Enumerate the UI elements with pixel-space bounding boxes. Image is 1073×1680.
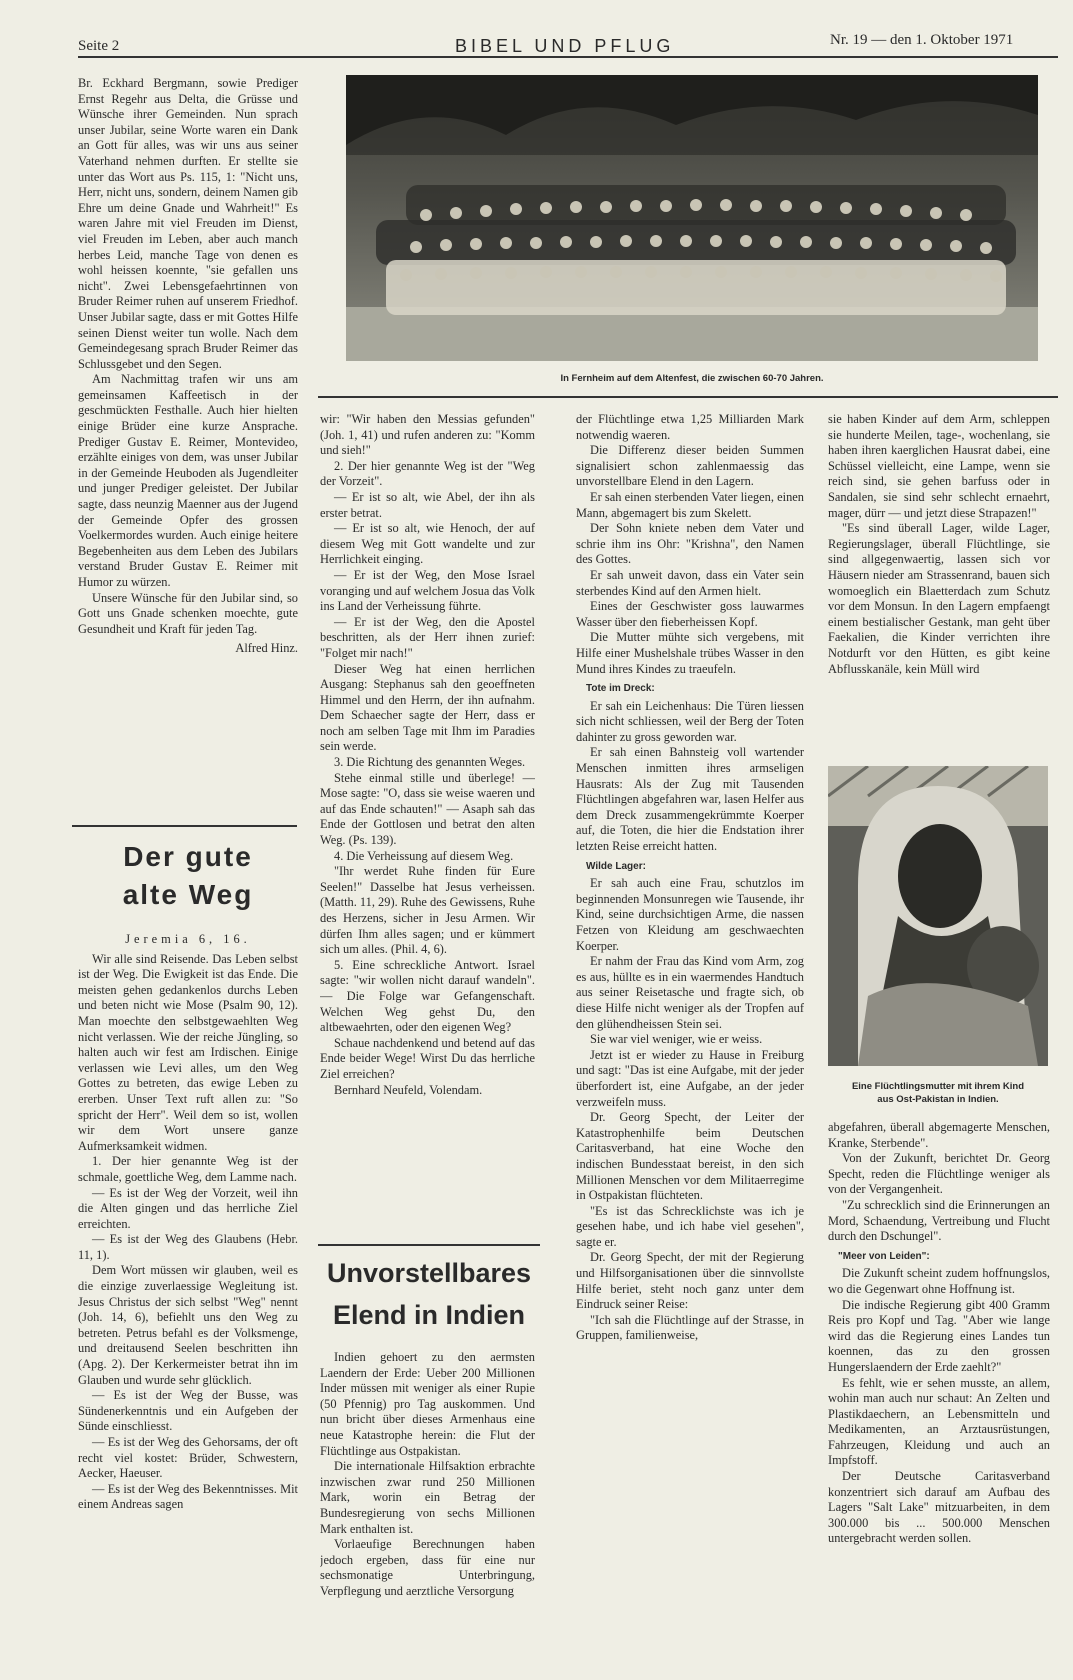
paragraph: Er sah einen sterbenden Vater liegen, einen Mann, abgemagert bis zum Skelett. — [576, 489, 804, 520]
paragraph: Am Nachmittag trafen wir uns am gemeinsamen Kaffeetisch in der geschmückten Festhalle. Auch hier hielten einige Brüder eine kurze Ansprache. Prediger Gustav E. Reimer, Montevideo, erzählte einiges von dem, was unser Jubilar in der Gemeinde Heuboden als Jugendleiter und junger Prediger geleistet. Der Jubilar sagte, dass neunzig Maenner aus der Jugend der Gemeinde Opfer des grossen Voelkermordes wurden. Auch einige heitere Begebenheiten aus dem Leben des Jubilars verstand Bruder Gustav E. Reimer mit Humor zu würzen. — [78, 372, 298, 589]
group-photo-illustration — [346, 75, 1038, 361]
paragraph: Dieser Weg hat einen herrlichen Ausgang: Stephanus sah den geoeffneten Himmel und den Herrn, der ihn aufnahm. Dem Schaecher sagte der Herr, dass er noch am selben Tage mit Ihm im Paradies sein werde. — [320, 661, 535, 754]
paragraph: — Er ist so alt, wie Abel, der ihn als erster betrat. — [320, 489, 535, 520]
subheading: Wilde Lager: — [586, 860, 646, 872]
refugee-photo-illustration — [828, 766, 1048, 1066]
paragraph: Eines der Geschwister goss lauwarmes Wasser über den fieberheissen Kopf. — [576, 599, 804, 629]
paragraph: — Er ist der Weg, den die Apostel beschritten, als der Herr ihnen zurief: "Folget mir nach!" — [320, 614, 535, 660]
paragraph: Jetzt ist er wieder zu Hause in Freiburg und sagt: "Das ist eine Aufgabe, mit der jeder überfordert ist, eine Aufgabe, an der jeder verzweifeln muss. — [576, 1047, 804, 1109]
column-3 — [576, 412, 804, 1662]
paragraph: Vorlaeufige Berechnungen haben jedoch ergeben, dass für eine nur sechsmonatige Unterbringung, Verpflegung und aerztliche Versorgung — [320, 1537, 535, 1598]
paragraph: Dr. Georg Specht, der Leiter der Katastrophenhilfe beim Deutschen Caritasverband, hat eine Woche den indischen Bundesstaat bereist, in den sich Millionen Menschen vor dem Militaerregime in Ostpakistan flüchteten. — [576, 1110, 804, 1203]
divider — [318, 1244, 540, 1246]
paragraph: Wir alle sind Reisende. Das Leben selbst ist der Weg. Die Ewigkeit ist das Ende. Die meisten gehen gedankenlos durchs Leben und beten nicht wie Mose (Psalm 90, 12). Man moechte den selbstgewaehlten Weg nicht verlassen. Wie der reiche Jüngling, so halten auch wir fest am Irdischen. Einige verlassen wie Levi alles, um den Weg Gottes zu betreten, das ewige Leben zu ererben. Unser Text ruft allen zu: "So spricht der Herr". Weil dem so ist, wollen wir dem Wort unsere ganze Aufmerksamkeit widmen. — [78, 951, 298, 1153]
group-photo-caption: In Fernheim auf dem Altenfest, die zwischen 60-70 Jahren. — [560, 373, 824, 384]
paragraph: 5. Eine schreckliche Antwort. Israel sagte: "wir wollen nicht darauf wandeln". — Die Folge war Gefangenschaft. Welchen Weg gehst Du, den altbewaehrten, oder den eigenen Weg? — [320, 957, 535, 1035]
caption-line: Eine Flüchtlingsmutter mit ihrem Kind — [851, 1081, 1025, 1092]
signature: Alfred Hinz. — [235, 641, 298, 656]
column-4-bottom — [828, 1120, 1050, 1660]
divider — [72, 825, 297, 827]
paragraph: — Es ist der Weg des Gehorsams, der oft recht viel kostet: Brüder, Schwestern, Aecker, Haeuser. — [78, 1435, 298, 1481]
subheading: Tote im Dreck: — [586, 683, 655, 695]
refugee-photo — [828, 766, 1048, 1066]
scripture-reference: Jeremia 6, 16. — [125, 932, 251, 946]
paragraph: der Flüchtlinge etwa 1,25 Milliarden Mark notwendig waeren. — [576, 412, 804, 442]
paragraph: 2. Der hier genannte Weg ist der "Weg der Vorzeit". — [320, 458, 535, 489]
paragraph: Br. Eckhard Bergmann, sowie Prediger Ernst Regehr aus Delta, die Grüsse und Wünsche ihrer Gemeinden. Nun sprach unser Jubilar, seine Worte waren ein Dank an Gott für alles, was wir uns aus seiner Vaterhand nehmen durften. Er stellte sie unter das Wort aus Ps. 115, 1: "Nicht uns, Herr, nicht uns, sondern, deinem Namen gib Ehre um deine Gnade und Wahrheit!" Es waren Jahre mit viel Freuden im Dienst, viel Freuden im Leben, aber auch manch herbes Leid, manche Tage von denen es wohl heissen koennte, "sie gefallen uns nicht". Zwei Lebensgefaehrtinnen von Bruder Reimer ruhen auf unserem Friedhof. Unser Jubilar sagte, dass er mit Gottes Hilfe seinen Dienst weiter tun wolle. Nach dem Gemeindegesang sprach Bruder Reimer das Schlussgebet und den Segen. — [78, 76, 298, 371]
paragraph: Der Sohn kniete neben dem Vater und schrie ihm ins Ohr: "Krishna", den Namen des Gottes. — [576, 521, 804, 567]
signature: Bernhard Neufeld, Volendam. — [334, 1082, 483, 1097]
paragraph: "Zu schrecklich sind die Erinnerungen an Mord, Schaendung, Vertreibung und Flucht durch den Dschungel". — [828, 1197, 1050, 1244]
paragraph: wir: "Wir haben den Messias gefunden" (Joh. 1, 41) und rufen anderen zu: "Komm und sieh!" — [320, 412, 535, 458]
page-number: Seite 2 — [78, 38, 120, 54]
paragraph: Er sah einen Bahnsteig voll wartender Menschen inmitten ihres armseligen Hausrats: Als der Zug mit Tausenden Flüchtlingen abgefahren war, lasen Helfer aus dem Dreck zusammengekrümmte Koerper auf, die Toten, die hier die Endstation ihrer letzten Reise erreicht hatten. — [576, 745, 804, 854]
paragraph: Schaue nachdenkend und betend auf das Ende beider Wege! Wirst Du das herrliche Ziel erreichen? — [320, 1035, 535, 1081]
headline-line: Unvorstellbares — [326, 1258, 532, 1288]
paragraph: Die internationale Hilfsaktion erbrachte inzwischen zwar rund 250 Millionen Mark, worin ein Betrag der Bundesregierung von sechs Millionen Mark enthalten ist. — [320, 1459, 535, 1536]
headline-line: Der gute — [123, 841, 253, 872]
paragraph: Indien gehoert zu den aermsten Laendern der Erde: Ueber 200 Millionen Inder müssen mit weniger als einer Rupie (50 Pfennig) pro Tag auskommen. Und nun bricht über dieses Armenhaus eine neue Katastrophe herein: die Flut der Flüchtlinge aus Ostpakistan. — [320, 1350, 535, 1458]
group-photo — [346, 75, 1038, 361]
paragraph: Stehe einmal stille und überlege! — Mose sagte: "O, dass sie weise waeren und auf das Ende schauten!" — Asaph sah das Ende der Gottlosen und betrat den alten Weg. (Ps. 139). — [320, 770, 535, 848]
paragraph: Die Mutter mühte sich vergebens, mit Hilfe einer Mushelshale trübes Wasser in den Mund ihres Kindes zu traeufeln. — [576, 630, 804, 676]
column-2 — [320, 412, 535, 1244]
divider — [318, 396, 1058, 398]
paragraph: Der Deutsche Caritasverband konzentriert sich darauf am Aufbau des Lagers "Salt Lake" mitzuarbeiten, in dem 300.000 bis ... 500.000 Menschen untergebracht werden sollen. — [828, 1469, 1050, 1546]
refugee-photo-caption — [812, 1080, 1064, 1106]
paragraph: Von der Zukunft, berichtet Dr. Georg Specht, reden die Flüchtlinge weniger als von der Vergangenheit. — [828, 1151, 1050, 1197]
paragraph: "Es sind überall Lager, wilde Lager, Regierungslager, überall Flüchtlinge, sie sind allgegenwaertig, lassen sich vor Häusern nieder am Strassenrand, bauen sich womoeglich ein Blaetterdach zum Schutz vor dem Monsun. In den Lagern empfaengt einem bestialischer Gestank, man geht über Faekalien, die Kinder verrichten ihre Notdurft vor den Hütten, es gibt keine Abflusskanäle, kein Müll wird — [828, 521, 1050, 676]
paragraph: — Er ist so alt, wie Henoch, der auf diesem Weg mit Gott wandelte und zur Herrlichkeit einging. — [320, 521, 535, 567]
paragraph: "Es ist das Schrecklichste was ich je gesehen habe, und ich habe viel gesehen", sagte er. — [576, 1203, 804, 1249]
paragraph: — Es ist der Weg des Bekenntnisses. Mit einem Andreas sagen — [78, 1481, 298, 1512]
paragraph: 1. Der hier genannte Weg ist der schmale, goettliche Weg, dem Lamme nach. — [78, 1154, 298, 1184]
paragraph: Sie war viel weniger, wie er weiss. — [590, 1032, 763, 1047]
headline-elend-in-indien — [318, 1252, 540, 1336]
paragraph: — Er ist der Weg, den Mose Israel voranging und auf welchem Josua das Volk ins Land der Verheissung führte. — [320, 567, 535, 614]
paragraph: abgefahren, überall abgemagerte Menschen, Kranke, Sterbende". — [828, 1120, 1050, 1150]
paragraph: — Es ist der Weg der Vorzeit, weil ihn die Alten gingen und das herrliche Ziel erreichten. — [78, 1185, 298, 1231]
paragraph: 3. Die Richtung des genannten Weges. — [334, 755, 526, 770]
paragraph: — Es ist der Weg der Busse, was Sündenerkenntnis und ein Aufgeben der Sünde einschliesst. — [78, 1388, 298, 1434]
paragraph: Dr. Georg Specht, der mit der Regierung und Hilfsorganisationen über die sinnvollste Hilfe beriet, steht noch ganz unter dem Eindruck seiner Reise: — [576, 1250, 804, 1312]
headline-line: alte Weg — [122, 879, 254, 910]
paragraph: Er sah unweit davon, dass ein Vater sein sterbendes Kind auf den Armen hielt. — [576, 567, 804, 598]
headline-line: Elend in Indien — [332, 1300, 525, 1330]
paragraph: Die Zukunft scheint zudem hoffnungslos, wo die Gegenwart ohne Hoffnung ist. — [828, 1266, 1050, 1296]
header-rule — [78, 56, 1058, 58]
column-1-bottom — [78, 932, 298, 1624]
subheading: "Meer von Leiden": — [838, 1250, 930, 1262]
column-2-bottom — [320, 1350, 535, 1650]
paragraph: Die Differenz dieser beiden Summen signalisiert schon zahlenmaessig das unvorstellbare Elend in den Lagern. — [576, 443, 804, 489]
paragraph: Es fehlt, wie er sehen musste, an allem, wohin man auch nur schaut: An Zelten und Plastikdaechern, an Lebensmitteln und Medikamenten, an Arztausrüstungen, Fahrzeugen, Kleidung und auch an Impfstoff. — [828, 1375, 1050, 1468]
paragraph: "Ihr werdet Ruhe finden für Eure Seelen!" Dasselbe hat Jesus verheissen. (Matth. 11, 29). Ruhe des Gewissens, Ruhe des Herzens, sicher in Jesu Armen. Wir dürfen Ihm alles sagen; und er kümmert sich um alles. (Phil. 4, 6). — [320, 864, 535, 957]
paragraph: Die indische Regierung gibt 400 Gramm Reis pro Kopf und Tag. "Aber wie lange wird das die Regierung eines Landes tun koennen, das zu den grossen Hungerslaendern der Erde zaehlt?" — [828, 1297, 1050, 1374]
issue-date: Nr. 19 — den 1. Oktober 1971 — [830, 32, 1014, 48]
caption-line: aus Ost-Pakistan in Indien. — [877, 1094, 999, 1105]
masthead: BIBEL UND PFLUG — [455, 36, 675, 56]
paragraph: — Es ist der Weg des Glaubens (Hebr. 11, 1). — [78, 1232, 298, 1262]
column-1-top — [78, 76, 298, 808]
column-4-top — [828, 412, 1050, 752]
paragraph: Er nahm der Frau das Kind vom Arm, zog es aus, hüllte es in ein waermendes Handtuch aus seiner Reisetasche und fragte sich, ob diese Hilfe nicht weniger als der Tropfen auf den glühendheissen Stein sei. — [576, 954, 804, 1031]
paragraph: Er sah auch eine Frau, schutzlos im beginnenden Monsunregen wie Tausende, ihr Kind, seine durchsichtigen Arme, die nassen Fetzen von Kleidung am geschwaechten Koerper. — [576, 876, 804, 953]
paragraph: Dem Wort müssen wir glauben, weil es die einzige zuverlaessige Wegleitung ist. Jesus Christus der sich selbst "Weg" nennt (Joh. 14, 6), befiehlt uns den Weg zu betreten. Petrus befahl es der Volksmenge, und dreitausend Seelen beschritten ihn (Apg. 2). Der Kerkermeister betrat ihn im Glauben und wurde sehr glücklich. — [78, 1263, 298, 1387]
paragraph: 4. Die Verheissung auf diesem Weg. — [334, 848, 514, 863]
paragraph: Er sah ein Leichenhaus: Die Türen liessen sich nicht schliessen, weil der Berg der Toten dahinter zu gross geworden war. — [576, 698, 804, 744]
headline-der-gute-alte-weg — [78, 838, 298, 914]
paragraph: sie haben Kinder auf dem Arm, schleppen sie hunderte Meilen, tage-, wochenlang, sie haben ihren kaerglichen Hausrat dabei, eine Schüssel vielleicht, eine Lampe, wenn sie reich sind, sie gehen barfuss oder in Sandalen, sie sind sehr schlecht ernaehrt, mager, dürr — und jetzt diese Strapazen!" — [828, 412, 1050, 520]
paragraph: Unsere Wünsche für den Jubilar sind, so Gott uns Gnade schenken moechte, gute Gesundheit und Kraft für jeden Tag. — [78, 590, 298, 636]
paragraph: "Ich sah die Flüchtlinge auf der Strasse, in Gruppen, familienweise, — [576, 1312, 804, 1343]
